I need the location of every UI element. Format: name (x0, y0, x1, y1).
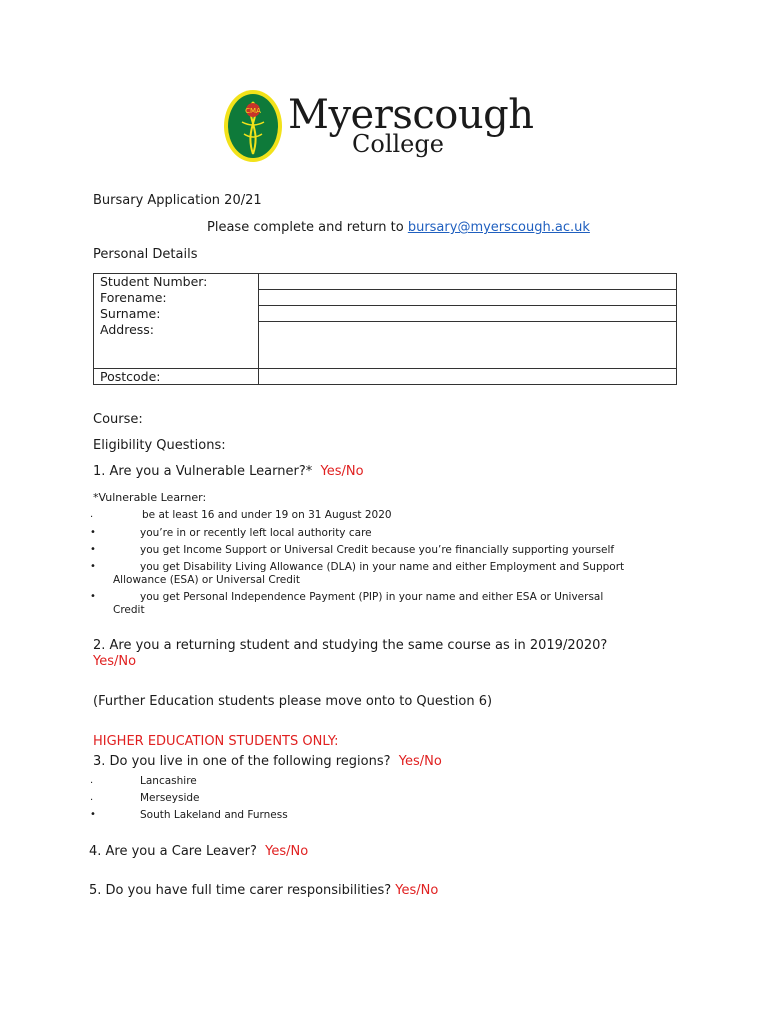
surname-field[interactable] (259, 306, 677, 322)
question-3-answer[interactable]: Yes/No (398, 754, 442, 769)
bullet-icon: • (90, 591, 96, 602)
instruction-text: Please complete and return to (207, 220, 408, 235)
vulnerable-item-2: you’re in or recently left local authority care (140, 527, 372, 539)
eligibility-heading: Eligibility Questions: (93, 438, 226, 453)
question-5 (89, 883, 438, 898)
question-2-answer[interactable]: Yes/No (93, 654, 137, 669)
question-2-text: 2. Are you a returning student and studying the same course as in 2019/2020? (93, 638, 608, 653)
region-item-3: South Lakeland and Furness (140, 809, 288, 821)
personal-details-table (93, 273, 677, 385)
vulnerable-item-4: you get Disability Living Allowance (DLA) in your name and either Employment and Support (140, 561, 625, 573)
he-heading: HIGHER EDUCATION STUDENTS ONLY: (93, 734, 339, 749)
fe-note: (Further Education students please move onto to Question 6) (93, 694, 493, 709)
address-label: Address: (94, 322, 259, 369)
bullet-icon: • (90, 561, 96, 572)
logo-name-line1: Myerscough (288, 92, 534, 138)
course-label: Course: (93, 412, 143, 427)
postcode-field[interactable] (259, 369, 677, 385)
forename-field[interactable] (259, 290, 677, 306)
bursary-email-link[interactable]: bursary@myerscough.ac.uk (407, 220, 590, 235)
svg-text:CMA: CMA (245, 107, 261, 115)
personal-details-heading: Personal Details (93, 247, 198, 262)
question-1 (93, 464, 364, 479)
vulnerable-note-heading: *Vulnerable Learner: (93, 491, 207, 504)
bullet-icon: . (90, 775, 94, 786)
question-3 (93, 754, 442, 769)
surname-label: Surname: (94, 306, 259, 322)
postcode-label: Postcode: (94, 369, 259, 385)
question-4-answer[interactable]: Yes/No (265, 844, 309, 859)
vulnerable-item-4-cont: Allowance (ESA) or Universal Credit (113, 574, 300, 586)
region-item-2: Merseyside (140, 792, 200, 804)
bullet-icon: • (90, 527, 96, 538)
bullet-icon: . (90, 792, 94, 803)
question-5-answer[interactable]: Yes/No (395, 883, 439, 898)
crest-icon (222, 88, 284, 164)
bullet-icon: • (90, 544, 96, 555)
vulnerable-item-5-cont: Credit (113, 604, 145, 616)
student-number-field[interactable] (259, 274, 677, 290)
region-item-1: Lancashire (140, 775, 197, 787)
student-number-label: Student Number: (94, 274, 259, 290)
document-title: Bursary Application 20/21 (93, 193, 262, 208)
bullet-icon: . (90, 509, 94, 520)
bullet-icon: • (90, 809, 96, 820)
college-logo (222, 86, 534, 166)
vulnerable-item-5: you get Personal Independence Payment (PIP) in your name and either ESA or Universal (140, 591, 604, 603)
address-field[interactable] (259, 322, 677, 369)
logo-name-line2: College (352, 130, 444, 158)
question-4 (89, 844, 308, 859)
question-1-text: 1. Are you a Vulnerable Learner?* (93, 464, 313, 479)
instruction-line (207, 220, 590, 235)
question-1-answer[interactable]: Yes/No (320, 464, 364, 479)
question-5-text: 5. Do you have full time carer responsibilities? (89, 883, 392, 898)
vulnerable-item-1: be at least 16 and under 19 on 31 August 2020 (142, 509, 392, 521)
question-4-text: 4. Are you a Care Leaver? (89, 844, 257, 859)
question-3-text: 3. Do you live in one of the following regions? (93, 754, 391, 769)
vulnerable-item-3: you get Income Support or Universal Credit because you’re financially supporting yourself (140, 544, 615, 556)
forename-label: Forename: (94, 290, 259, 306)
